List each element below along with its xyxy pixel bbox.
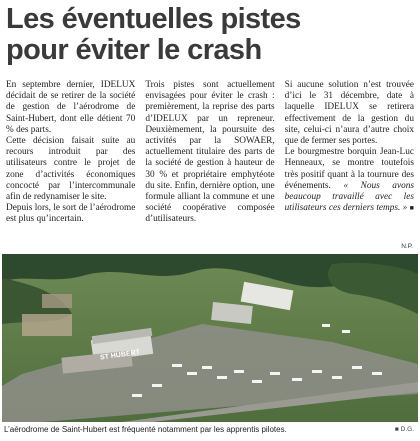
article-headline	[6, 4, 416, 66]
author-initials: N.P.	[401, 243, 413, 250]
photo-caption: L’aérodrome de Saint-Hubert est fréquenté notamment par les apprentis pilotes.	[4, 425, 287, 434]
paragraph: Si aucune solution n’est trouvée d’ici le 31 décembre, date à laquelle IDELUX se retirera effectivement de la gestion du site, celui-ci n’aura d’autre choix que de fermer ses portes.	[284, 80, 414, 147]
photo-credit: ■ D.G.	[394, 426, 414, 433]
aerodrome-photo	[2, 254, 418, 422]
paragraph: Trois pistes sont actuellement envisagées pour éviter le crash : premièrement, la reprise des parts d’IDELUX par un repreneur. Deuxièmement, la poursuite des activités par la SOWAER, actuellement titulaire des parts de la société de gestion à hauteur de 30 % et propriétaire emphytéote du site. Enfin, dernière option, une formule alliant la commune et une société coopérative composée d’utilisateurs.	[145, 80, 275, 225]
end-mark: ■	[409, 204, 414, 213]
column-1	[6, 80, 135, 252]
headline-line-1: Les éventuelles pistes	[6, 3, 301, 35]
village-block	[22, 314, 72, 336]
building-sign: ST HUBERT	[99, 349, 141, 362]
paragraph: Cette décision faisait suite au recours introduit par des utilisateurs contre le projet de zone d’activités économiques concocté par l’intercommunale afin de redynamiser le site.	[6, 136, 136, 203]
mayor-quote: « Nous avons beaucoup travaillé avec les utilisateurs ces derniers temps. »	[284, 180, 414, 214]
article-body	[6, 80, 414, 252]
paragraph-text: Le bourgmestre borquin Jean-Luc Henneaux, se montre toutefois très positif quant à la tournure des événements.	[284, 147, 414, 191]
paragraph	[285, 147, 414, 214]
paragraph: En septembre dernier, IDELUX décidait de se retirer de la société de gestion de l’aérodrome de Saint-Hubert, dont elle détient 70 % des parts.	[6, 80, 136, 135]
village-block	[42, 294, 72, 308]
column-2	[145, 80, 274, 252]
headline-line-2: pour éviter le crash	[6, 34, 262, 66]
column-3	[285, 80, 414, 252]
paragraph: Depuis lors, le sort de l’aérodrome est plus qu’incertain.	[6, 203, 136, 225]
